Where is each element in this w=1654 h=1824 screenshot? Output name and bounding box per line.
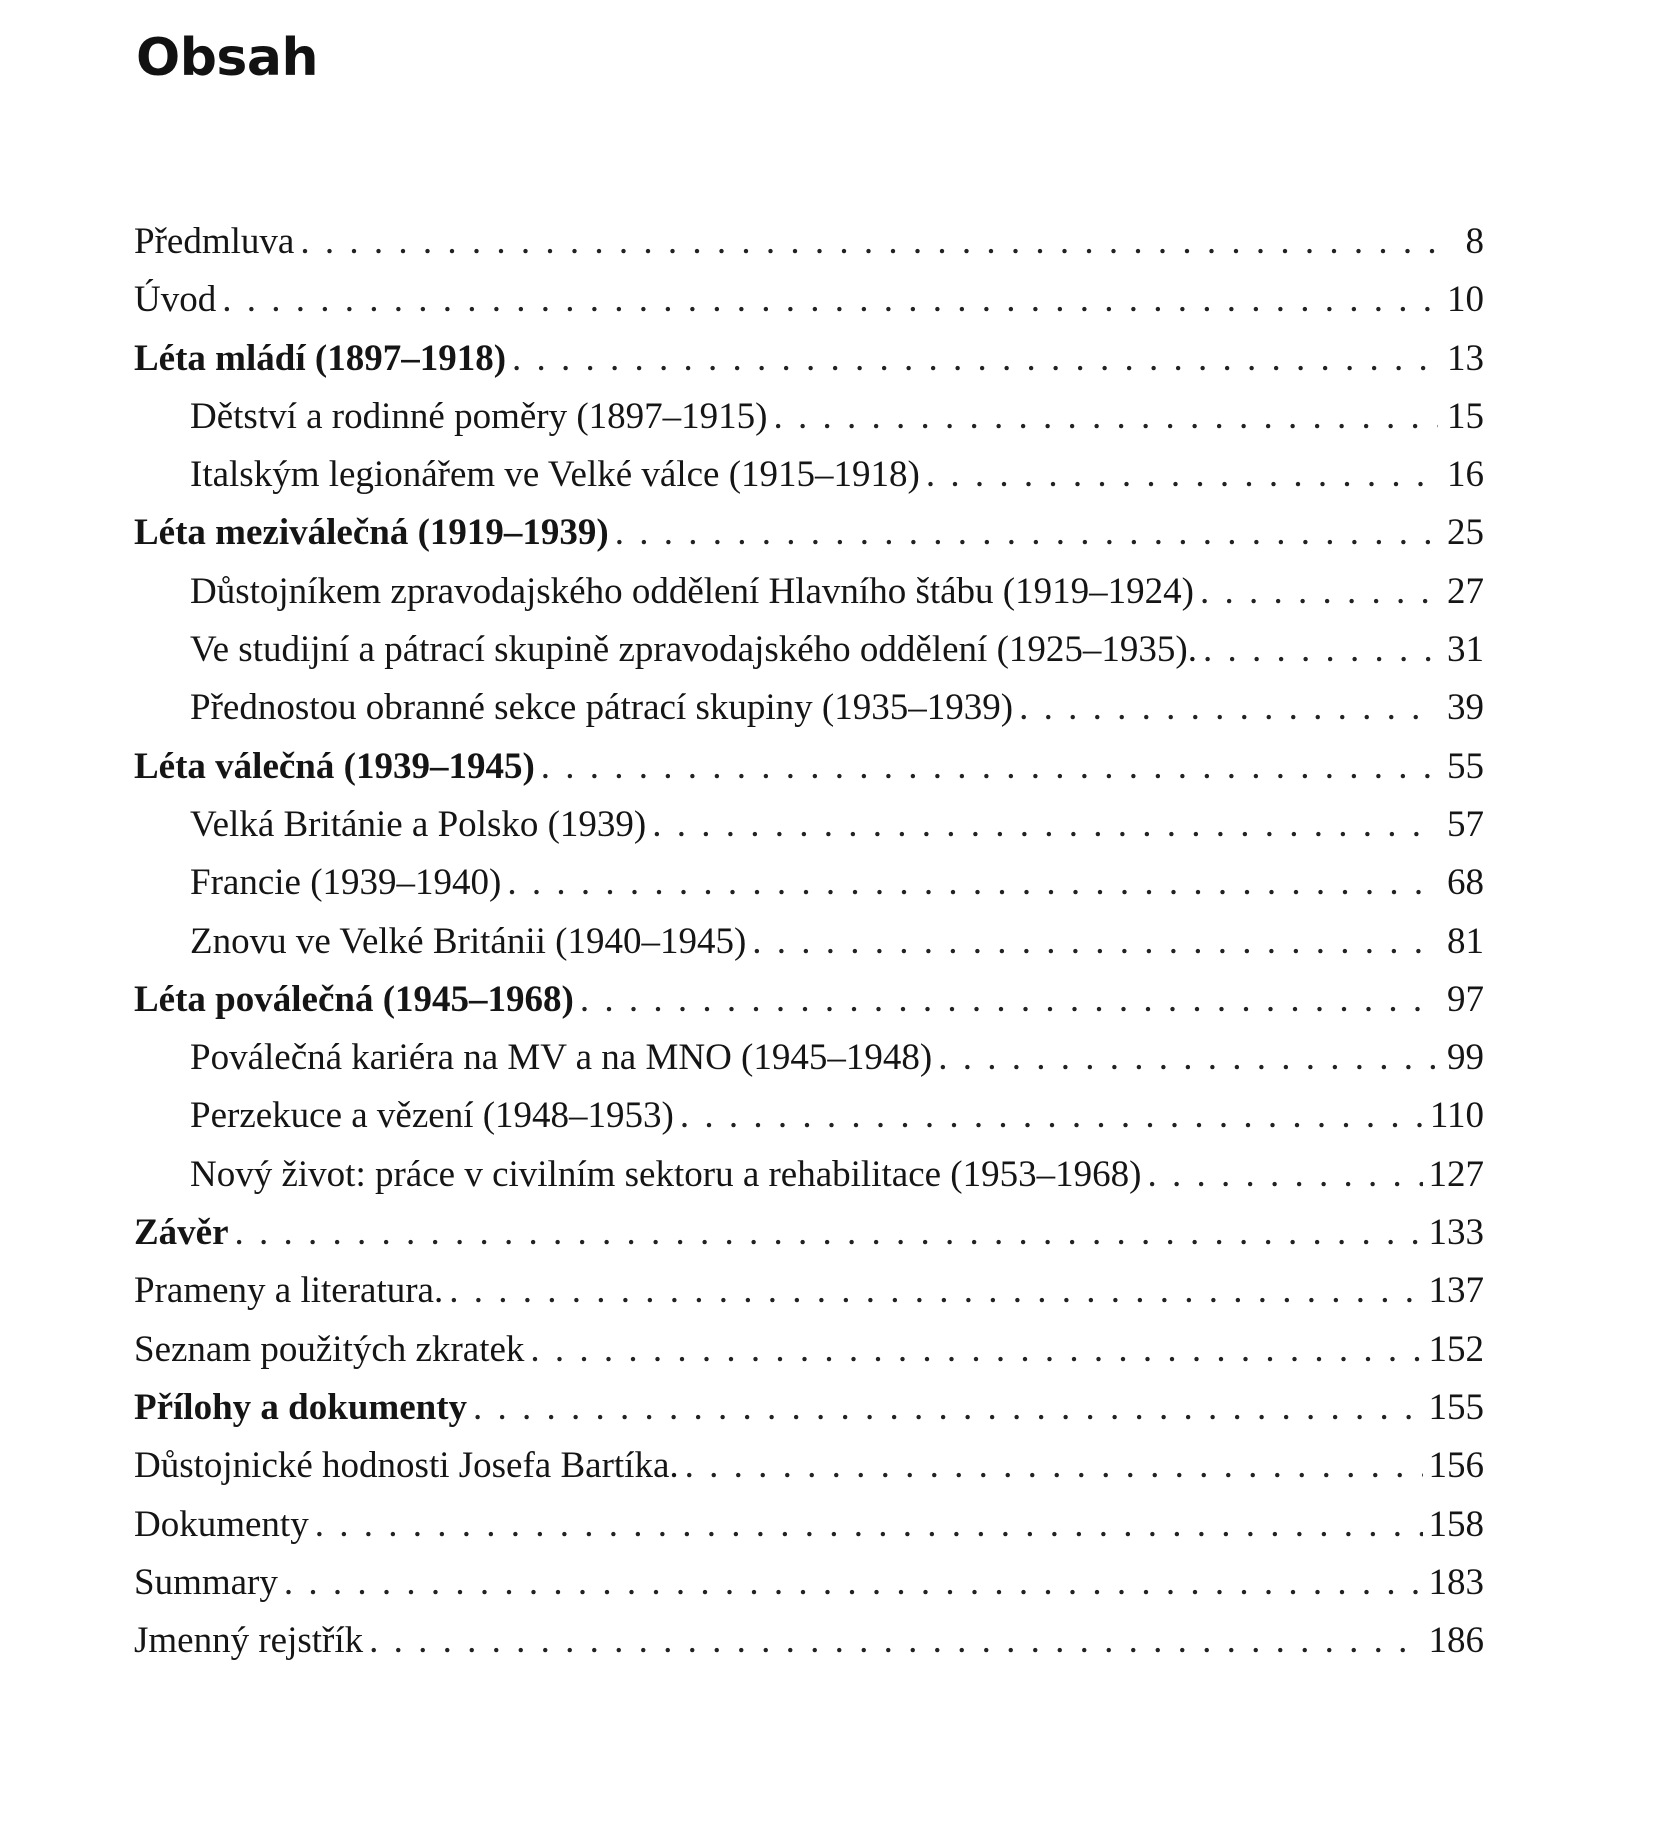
toc-entry-page-number: 68 — [1447, 862, 1484, 904]
dot-leader — [1200, 563, 1438, 621]
toc-entry-line — [190, 1029, 1484, 1087]
dot-leader — [685, 1437, 1423, 1495]
toc-entry-page-number: 25 — [1447, 512, 1484, 554]
toc-entry-title: Předmluva — [134, 221, 295, 262]
toc-entry-page-number: 57 — [1447, 803, 1484, 845]
toc-entry-line — [134, 1379, 1484, 1437]
toc-entry — [0, 1496, 1654, 1554]
toc-entry-line — [190, 621, 1484, 679]
toc-entry-line — [190, 913, 1484, 971]
toc-entry-page-number: 133 — [1428, 1212, 1484, 1254]
dot-leader — [938, 1029, 1438, 1087]
toc-entry-title: Léta mládí (1897–1918) — [134, 337, 507, 379]
toc-entry-title: Přednostou obranné sekce pátrací skupiny (1935–1939) — [190, 687, 1014, 729]
toc-entry-title: Summary — [134, 1561, 278, 1603]
toc-entry-page-number: 55 — [1447, 745, 1484, 787]
toc-entry-page-number: 81 — [1447, 920, 1484, 962]
toc-subentry — [0, 679, 1654, 737]
toc-entry-line — [190, 1146, 1484, 1204]
dot-leader — [580, 971, 1438, 1029]
toc-entry-title: Velká Británie a Polsko (1939) — [190, 803, 647, 845]
toc-entry-title: Jmenný rejstřík — [134, 1620, 364, 1662]
dot-leader — [680, 1087, 1424, 1145]
toc-entry — [0, 1321, 1654, 1379]
page-title: Obsah — [136, 28, 318, 88]
toc-subentry — [0, 446, 1654, 504]
dot-leader — [235, 1204, 1423, 1262]
dot-leader — [530, 1321, 1422, 1379]
toc-entry-page-number: 27 — [1447, 570, 1484, 612]
toc-entry-line — [190, 679, 1484, 737]
toc-entry-line — [134, 1262, 1484, 1320]
toc-entry-title: Seznam použitých zkratek — [134, 1328, 525, 1370]
toc-entry-line — [190, 388, 1484, 446]
toc-entry-page-number: 110 — [1429, 1095, 1484, 1137]
toc-entry-line — [134, 213, 1484, 271]
toc-subentry — [0, 854, 1654, 912]
dot-leader — [652, 796, 1438, 854]
toc-entry-line — [134, 504, 1484, 562]
toc-subentry — [0, 1087, 1654, 1145]
toc-entry-title: Přílohy a dokumenty — [134, 1386, 468, 1428]
toc-entry-line — [134, 330, 1484, 388]
dot-leader — [1203, 621, 1438, 679]
dot-leader — [1019, 679, 1438, 737]
toc-entry — [0, 1612, 1654, 1670]
dot-leader — [473, 1379, 1422, 1437]
toc-entry — [0, 1262, 1654, 1320]
toc-entry-title: Poválečná kariéra na MV a na MNO (1945–1948) — [190, 1037, 933, 1079]
toc-entry-title: Dokumenty — [134, 1503, 309, 1545]
dot-leader — [774, 388, 1439, 446]
toc-entry-page-number: 97 — [1447, 978, 1484, 1020]
dot-leader — [284, 1554, 1423, 1612]
toc-subentry — [0, 388, 1654, 446]
toc-entry-page-number: 39 — [1447, 687, 1484, 729]
dot-leader — [1147, 1146, 1422, 1204]
toc-entry-page-number: 8 — [1465, 221, 1484, 262]
dot-leader — [615, 504, 1438, 562]
dot-leader — [507, 854, 1438, 912]
toc-entry-title: Dětství a rodinné poměry (1897–1915) — [190, 395, 768, 437]
toc-subentry — [0, 621, 1654, 679]
dot-leader — [541, 738, 1438, 796]
table-of-contents — [0, 213, 1654, 1670]
toc-entry-line — [134, 271, 1484, 329]
toc-entry-line — [134, 1321, 1484, 1379]
toc-entry — [0, 1437, 1654, 1495]
toc-entry-page-number: 13 — [1447, 337, 1484, 379]
toc-entry-line — [134, 738, 1484, 796]
toc-entry-title: Závěr — [134, 1212, 229, 1254]
toc-entry-line — [190, 563, 1484, 621]
dot-leader — [449, 1262, 1422, 1320]
toc-entry — [0, 738, 1654, 796]
toc-entry-title: Léta válečná (1939–1945) — [134, 745, 535, 787]
toc-entry — [0, 1379, 1654, 1437]
toc-subentry — [0, 1146, 1654, 1204]
dot-leader — [512, 330, 1438, 388]
toc-entry — [0, 971, 1654, 1029]
toc-entry-line — [134, 1612, 1484, 1670]
toc-subentry — [0, 913, 1654, 971]
toc-entry-line — [134, 971, 1484, 1029]
toc-entry-page-number: 10 — [1447, 279, 1484, 321]
toc-entry — [0, 330, 1654, 388]
toc-entry-title: Úvod — [134, 279, 217, 321]
toc-entry-title: Důstojníkem zpravodajského oddělení Hlavního štábu (1919–1924) — [190, 570, 1194, 612]
toc-subentry — [0, 796, 1654, 854]
toc-entry-title: Perzekuce a vězení (1948–1953) — [190, 1095, 674, 1137]
toc-entry-title: Léta meziválečná (1919–1939) — [134, 512, 609, 554]
toc-entry-page-number: 127 — [1428, 1153, 1484, 1195]
toc-entry-line — [134, 1204, 1484, 1262]
toc-entry-title: Nový život: práce v civilním sektoru a rehabilitace (1953–1968) — [190, 1153, 1142, 1195]
dot-leader — [369, 1612, 1422, 1670]
toc-entry-page-number: 31 — [1447, 629, 1484, 671]
toc-entry — [0, 1204, 1654, 1262]
dot-leader — [752, 913, 1438, 971]
toc-entry-page-number: 16 — [1447, 454, 1484, 496]
toc-entry-title: Znovu ve Velké Británii (1940–1945) — [190, 920, 747, 962]
toc-entry — [0, 1554, 1654, 1612]
toc-entry — [0, 271, 1654, 329]
toc-entry-title: Francie (1939–1940) — [190, 862, 502, 904]
toc-entry-page-number: 15 — [1447, 395, 1484, 437]
toc-entry-line — [134, 1554, 1484, 1612]
toc-entry-page-number: 152 — [1428, 1328, 1484, 1370]
toc-entry-page-number: 156 — [1428, 1445, 1484, 1487]
toc-entry-page-number: 183 — [1428, 1561, 1484, 1603]
toc-entry-title: Prameny a literatura. — [134, 1270, 444, 1312]
toc-entry-line — [190, 446, 1484, 504]
toc-entry-line — [134, 1496, 1484, 1554]
toc-entry-page-number: 186 — [1428, 1620, 1484, 1662]
toc-subentry — [0, 563, 1654, 621]
toc-entry-line — [190, 854, 1484, 912]
toc-entry-page-number: 158 — [1428, 1503, 1484, 1545]
toc-entry-page-number: 137 — [1428, 1270, 1484, 1312]
dot-leader — [315, 1496, 1423, 1554]
toc-entry — [0, 213, 1654, 271]
toc-entry-title: Důstojnické hodnosti Josefa Bartíka. — [134, 1445, 679, 1487]
dot-leader — [222, 271, 1438, 329]
toc-subentry — [0, 1029, 1654, 1087]
toc-entry — [0, 504, 1654, 562]
toc-entry-title: Léta poválečná (1945–1968) — [134, 978, 574, 1020]
toc-entry-title: Italským legionářem ve Velké válce (1915–1918) — [190, 454, 920, 496]
toc-entry-line — [190, 1087, 1484, 1145]
toc-entry-line — [190, 796, 1484, 854]
toc-entry-title: Ve studijní a pátrací skupině zpravodajského oddělení (1925–1935). — [190, 629, 1197, 671]
toc-entry-line — [134, 1437, 1484, 1495]
dot-leader — [926, 446, 1438, 504]
toc-entry-page-number: 99 — [1447, 1037, 1484, 1079]
toc-entry-page-number: 155 — [1428, 1386, 1484, 1428]
dot-leader — [300, 213, 1438, 271]
